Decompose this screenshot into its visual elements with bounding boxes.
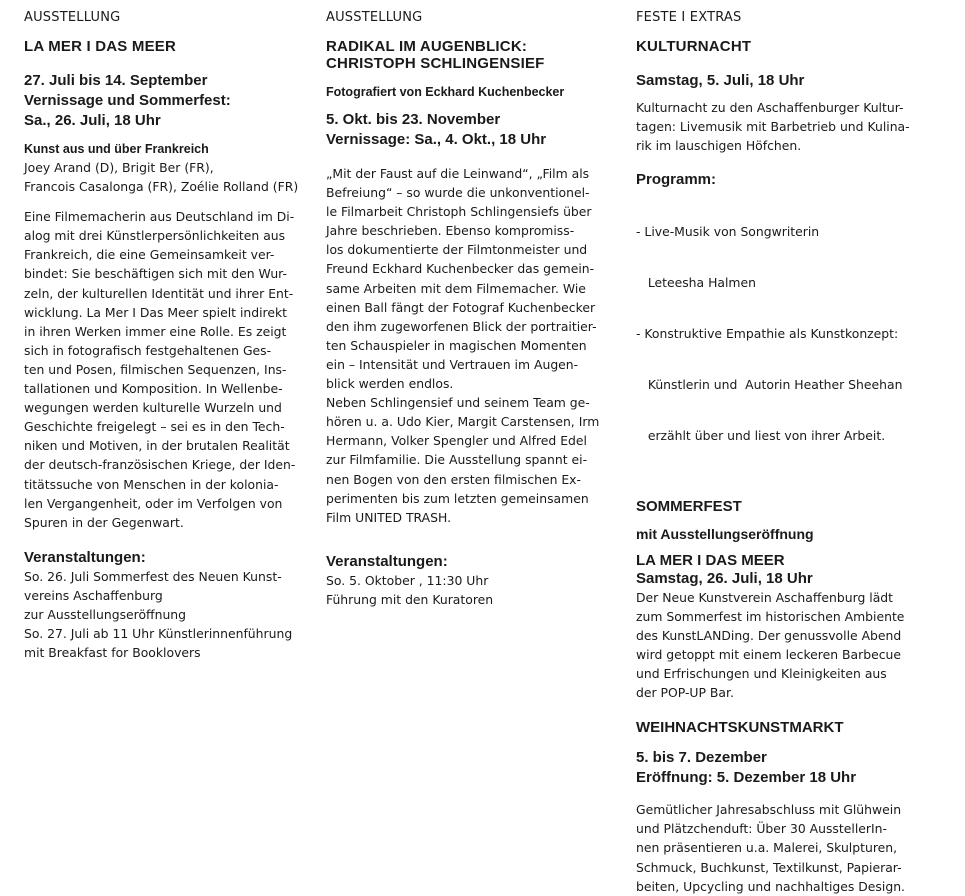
kulturnacht-date: Samstag, 5. Juli, 18 Uhr (636, 72, 805, 89)
date-line: 27. Juli bis 14. September (24, 72, 208, 89)
weihnacht-description (636, 800, 936, 895)
events-heading: Veranstaltungen: (24, 548, 146, 566)
artists-line: Francois Casalonga (FR), Zoélie Rolland (FR) (24, 179, 299, 195)
event-line: So. 26. Juli Sommerfest des Neuen Kunst- (24, 568, 282, 584)
exhibition-description (326, 164, 611, 527)
text-line: rik im lauschigen Höfchen. (636, 138, 802, 154)
exhibition-subtitle: Fotografiert von Eckhard Kuchenbecker (326, 85, 565, 99)
text-line: Der Neue Kunstverein Aschaffenburg lädt (636, 590, 894, 606)
text-line: Film UNITED TRASH. (326, 509, 452, 525)
text-line: len Vergangenheit, oder im Verfolgen von (24, 495, 283, 511)
text-line: zum Sommerfest im historischen Ambiente (636, 609, 905, 625)
text-line: same Arbeiten mit dem Filmemacher. Wie (326, 280, 586, 296)
event-line: So. 5. Oktober , 11:30 Uhr (326, 572, 489, 588)
text-line: bindet: Sie beschäftigen sich mit den Wur- (24, 266, 287, 282)
exhibition-description (24, 207, 309, 532)
text-line: niken und Motiven, in der brutalen Realität (24, 438, 290, 454)
text-line: Befreiung“ – so wurde die unkonventionel- (326, 185, 590, 201)
text-line: und Erfrischungen und Kleinigkeiten aus (636, 666, 887, 682)
title-line: RADIKAL IM AUGENBLICK: (326, 38, 528, 55)
column-la-mer (24, 10, 309, 662)
text-line: Eine Filmemacherin aus Deutschland im Di- (24, 209, 295, 225)
text-line: Neben Schlingensief und seinem Team ge- (326, 395, 590, 411)
event-line: vereins Aschaffenburg (24, 587, 163, 603)
text-line: nen Bogen von den ersten filmischen Ex- (326, 471, 581, 487)
exhibition-title (326, 38, 611, 72)
events-list (326, 571, 611, 609)
text-line: titätssuche von Menschen in der kolonia- (24, 476, 279, 492)
category-label: FESTE I EXTRAS (636, 10, 742, 25)
date-line: 5. Okt. bis 23. November (326, 111, 501, 128)
sommerfest-subtitle: mit Ausstellungseröffnung (636, 526, 814, 543)
text-line: der POP-UP Bar. (636, 685, 734, 701)
events-heading: Veranstaltungen: (326, 552, 448, 570)
exhibition-title: LA MER I DAS MEER (24, 38, 177, 55)
exhibition-subtitle: Kunst aus und über Frankreich (24, 142, 209, 156)
sommerfest-description (636, 588, 936, 702)
text-line: tagen: Livemusik mit Barbetrieb und Kulina- (636, 119, 910, 135)
text-line: Spuren in der Gegenwart. (24, 514, 184, 530)
event-line: mit Breakfast for Booklovers (24, 645, 201, 661)
weihnacht-title: WEIHNACHTSKUNSTMARKT (636, 719, 844, 737)
event-line: Führung mit den Kuratoren (326, 591, 494, 607)
text-line: blick werden endlos. (326, 376, 454, 392)
text-line: des KunstLANDing. Der genussvolle Abend (636, 628, 902, 644)
program-list (636, 189, 936, 478)
text-line: nen präsentieren u.a. Malerei, Skulpturen, (636, 840, 898, 856)
text-line: zeln, der kulturellen Identität und ihrer Ent- (24, 285, 294, 301)
program-heading: Programm: (636, 171, 717, 189)
category-label: AUSSTELLUNG (326, 10, 423, 25)
text-line: tallationen und Komposition. In Wellenbe- (24, 381, 283, 397)
text-line: einen Ball fängt der Fotograf Kuchenbecker (326, 299, 596, 315)
text-line: sich in fotografisch festgehaltenen Ges- (24, 342, 272, 358)
date-line: Eröffnung: 5. Dezember 18 Uhr (636, 769, 857, 787)
text-line: zur Filmfamilie. Die Ausstellung spannt ei- (326, 452, 588, 468)
sommerfest-exhibition: LA MER I DAS MEER (636, 552, 785, 570)
text-line: perimenten bis zum letzten gemeinsamen (326, 490, 589, 506)
text-line: Gemütlicher Jahresabschluss mit Glühwein (636, 802, 902, 818)
text-line: Geschichte freigelegt – sei es in den Tech- (24, 419, 285, 435)
events-list (24, 567, 309, 662)
text-line: Frankreich, die eine Gemeinsamkeit ver- (24, 247, 275, 263)
program-line: - Live-Musik von Songwriterin (636, 224, 820, 240)
program-line: - Konstruktive Empathie als Kunstkonzept: (636, 326, 899, 342)
exhibition-dates (326, 110, 611, 150)
text-line: beiten, Upcycling und nachhaltiges Design. (636, 878, 905, 894)
artists-line: Joey Arand (D), Brigit Ber (FR), (24, 160, 214, 175)
column-feste-extras (636, 10, 936, 896)
text-line: Schmuck, Buchkunst, Textilkunst, Papierar- (636, 859, 902, 875)
program-line: erzählt über und liest von ihrer Arbeit. (636, 428, 886, 444)
text-line: le Filmarbeit Christoph Schlingensiefs über (326, 204, 592, 220)
text-line: „Mit der Faust auf die Leinwand“, „Film als (326, 166, 590, 181)
text-line: los dokumentierte der Filmtonmeister und (326, 242, 588, 258)
program-line: Künstlerin und Autorin Heather Sheehan (636, 377, 903, 393)
date-line: Vernissage: Sa., 4. Okt., 18 Uhr (326, 131, 547, 148)
kulturnacht-description (636, 98, 936, 155)
text-line: hören u. a. Udo Kier, Margit Carstensen, Irm (326, 414, 600, 430)
title-line: CHRISTOPH SCHLINGENSIEF (326, 55, 545, 72)
text-line: Jahre beschrieben. Ebenso kompromiss- (326, 223, 575, 239)
date-line: Vernissage und Sommerfest: (24, 92, 231, 109)
text-line: ein – Intensität und Vertrauen im Augen- (326, 356, 579, 372)
column-radikal (326, 10, 611, 609)
sommerfest-date: Samstag, 26. Juli, 18 Uhr (636, 570, 813, 588)
text-line: wegungen werden kulturelle Wurzeln und (24, 400, 282, 416)
date-line: Sa., 26. Juli, 18 Uhr (24, 112, 161, 129)
text-line: der deutsch-französischen Kriege, der Iden- (24, 457, 296, 473)
event-line: zur Ausstellungseröffnung (24, 606, 187, 622)
date-line: 5. bis 7. Dezember (636, 749, 767, 767)
text-line: ten Schauspieler in magischen Momenten (326, 337, 587, 353)
kulturnacht-title: KULTURNACHT (636, 38, 752, 55)
category-label: AUSSTELLUNG (24, 10, 121, 25)
text-line: und Plätzchenduft: Über 30 AusstellerIn- (636, 821, 887, 837)
text-line: ten und Posen, filmischen Sequenzen, Ins- (24, 361, 287, 377)
text-line: wicklung. La Mer I Das Meer spielt indirekt (24, 304, 288, 320)
exhibition-dates (24, 71, 309, 131)
text-line: alog mit drei Künstlerpersönlichkeiten aus (24, 228, 286, 244)
event-line: So. 27. Juli ab 11 Uhr Künstlerinnenführung (24, 626, 293, 642)
artists-list (24, 158, 309, 196)
text-line: wird getoppt mit einem leckeren Barbecue (636, 647, 902, 663)
text-line: Hermann, Volker Spengler und Alfred Edel (326, 433, 587, 449)
text-line: Freund Eckhard Kuchenbecker das gemein- (326, 261, 595, 277)
sommerfest-title: SOMMERFEST (636, 498, 742, 516)
text-line: in ihren Werken immer eine Rolle. Es zeigt (24, 323, 287, 339)
weihnacht-dates (636, 748, 936, 788)
text-line: Kulturnacht zu den Aschaffenburger Kultur- (636, 100, 904, 115)
program-line: Leteesha Halmen (636, 275, 756, 291)
text-line: den ihm zugeworfenen Blick der portraitier- (326, 318, 597, 334)
